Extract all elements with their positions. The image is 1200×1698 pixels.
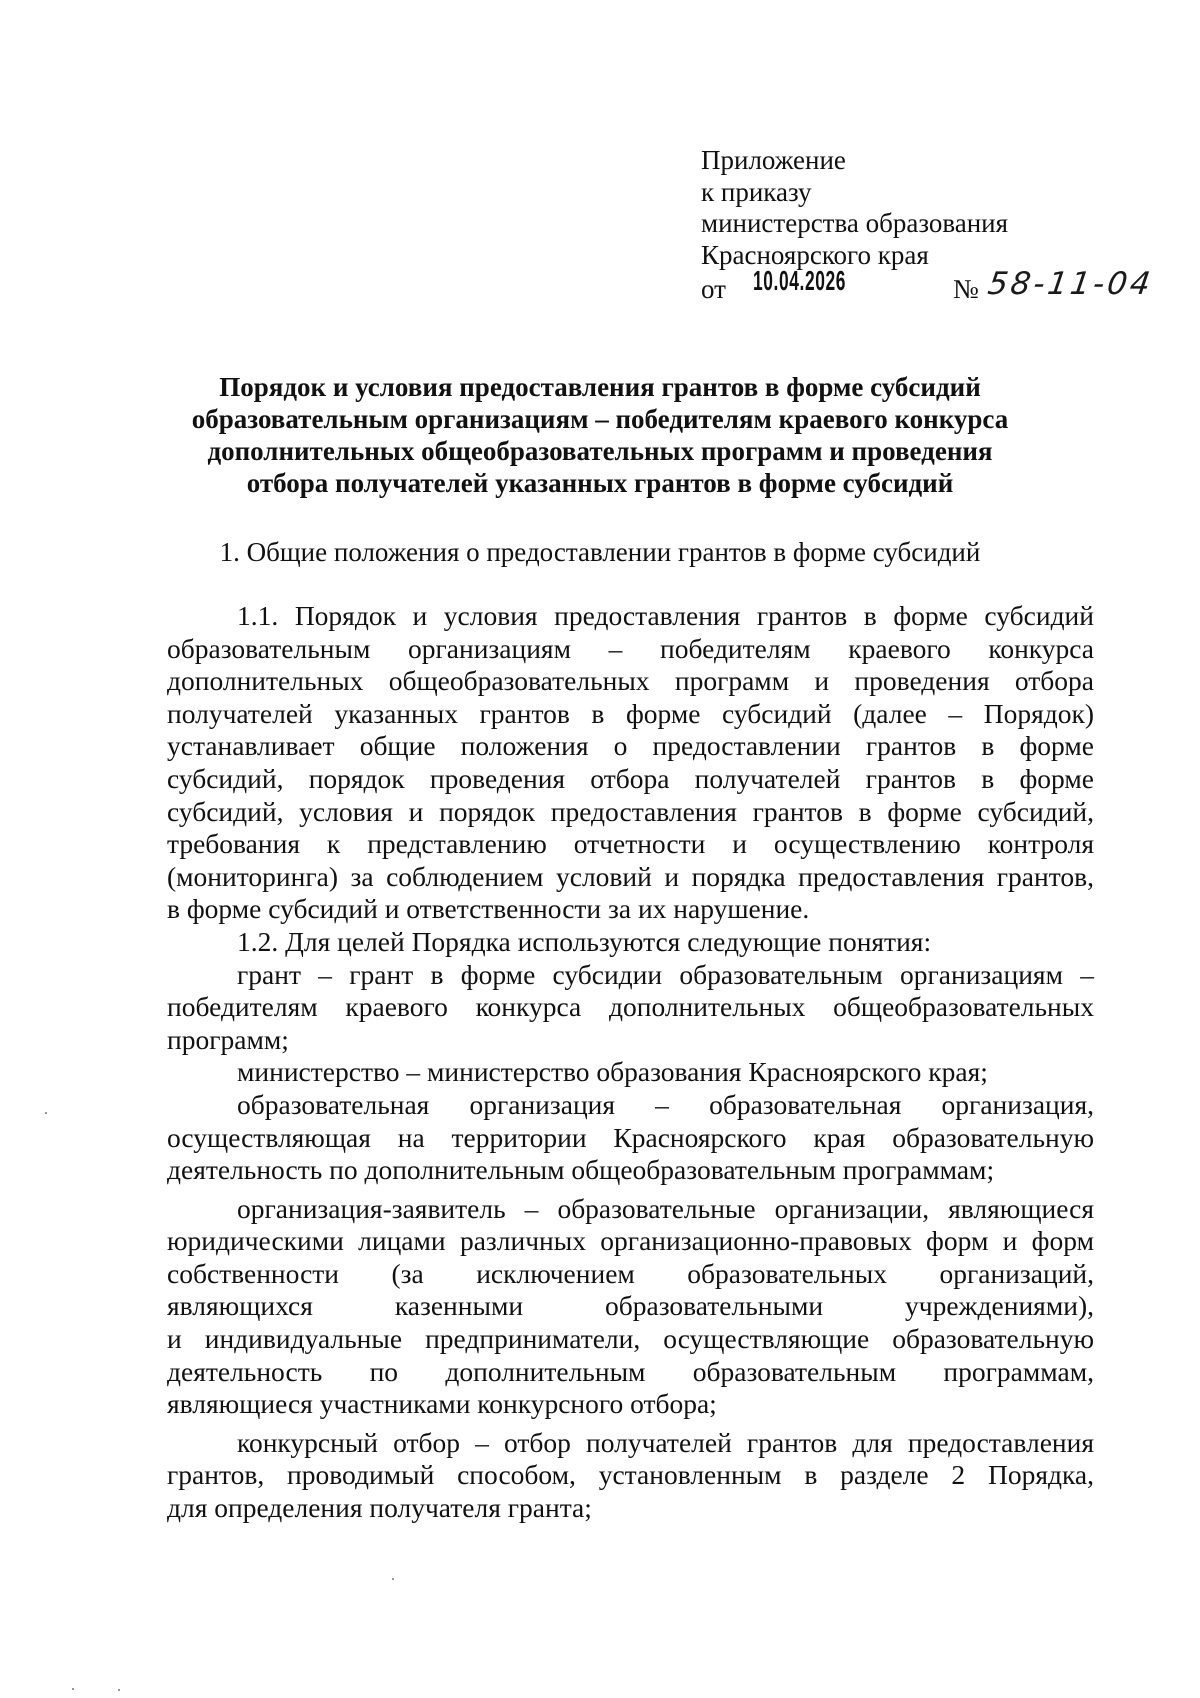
- text-line: образовательная организация – образовательная организация,: [237, 1088, 1094, 1120]
- text-line: для определения получателя гранта;: [167, 1492, 592, 1524]
- date-number-row: [701, 265, 1161, 305]
- text-line: 1.2. Для целей Порядка используются следующие понятия:: [237, 925, 932, 957]
- text-line: собственности (за исключением образовательных организаций,: [167, 1257, 1094, 1289]
- definition-ministry: [167, 1056, 1094, 1089]
- scan-speck: [72, 1688, 74, 1690]
- definition-organization: [167, 1089, 1094, 1187]
- text-line: являющиеся участниками конкурсного отбора;: [167, 1388, 717, 1420]
- text-line: субсидий, порядок проведения отбора получателей грантов в форме: [167, 762, 1094, 794]
- text-line: субсидий, условия и порядок предоставления грантов в форме субсидий,: [167, 795, 1094, 827]
- title-line: образовательным организациям – победителям краевого конкурса: [191, 404, 1009, 434]
- definition-grant: [167, 959, 1094, 1057]
- text-line: министерство – министерство образования Красноярского края;: [237, 1056, 988, 1088]
- text-line: (мониторинга) за соблюдением условий и порядка предоставления грантов,: [167, 860, 1094, 892]
- definition-applicant: [167, 1193, 1094, 1421]
- handwritten-order-number: 58-11-04: [985, 266, 1156, 302]
- text-line: юридическими лицами различных организационно-правовых форм и форм: [167, 1225, 1094, 1257]
- document-body: [167, 600, 1094, 1525]
- annex-line: Приложение: [701, 145, 846, 175]
- annex-line: Красноярского края: [701, 239, 929, 270]
- text-line: грант – грант в форме субсидии образовательным организациям –: [237, 958, 1094, 990]
- text-line: в форме субсидий и ответственности за их нарушение.: [167, 893, 810, 925]
- text-line: грантов, проводимый способом, установленным в разделе 2 Порядка,: [167, 1459, 1094, 1491]
- text-line: устанавливает общие положения о предоставлении грантов в форме: [167, 730, 1094, 762]
- paragraph-1-1: [167, 600, 1094, 926]
- text-line: программ;: [167, 1023, 289, 1055]
- text-line: деятельность по дополнительным образовательным программам,: [167, 1355, 1094, 1387]
- text-line: являющихся казенными образовательными учреждениями),: [167, 1290, 1094, 1322]
- text-line: и индивидуальные предприниматели, осуществляющие образовательную: [167, 1323, 1094, 1355]
- document-title: [140, 371, 1060, 499]
- title-line: Порядок и условия предоставления грантов в форме субсидий: [219, 372, 981, 402]
- text-line: требования к представлению отчетности и осуществлению контроля: [167, 828, 1094, 860]
- scan-speck: [392, 1578, 394, 1580]
- text-line: образовательным организациям – победителям краевого конкурса: [167, 632, 1094, 664]
- text-line: деятельность по дополнительным общеобразовательным программам;: [167, 1154, 995, 1186]
- text-line: организация-заявитель – образовательные организации, являющиеся: [237, 1192, 1094, 1224]
- scan-speck: [118, 1689, 120, 1691]
- title-line: отбора получателей указанных грантов в форме субсидий: [246, 468, 954, 498]
- definition-selection: [167, 1427, 1094, 1525]
- text-line: победителям краевого конкурса дополнительных общеобразовательных: [167, 991, 1094, 1023]
- section-heading: 1. Общие положения о предоставлении грантов в форме субсидий: [219, 537, 981, 567]
- annex-block: [701, 145, 1161, 305]
- stamped-date: 10.04.2026: [753, 265, 847, 296]
- text-line: получателей указанных грантов в форме субсидий (далее – Порядок): [167, 697, 1094, 729]
- title-line: дополнительных общеобразовательных программ и проведения: [207, 436, 993, 466]
- text-line: дополнительных общеобразовательных программ и проведения отбора: [167, 665, 1094, 697]
- text-line: осуществляющая на территории Красноярского края образовательную: [167, 1121, 1094, 1153]
- paragraph-1-2: [167, 926, 1094, 959]
- annex-line: к приказу: [701, 176, 812, 207]
- annex-line: министерства образования: [701, 208, 1009, 238]
- text-line: конкурсный отбор – отбор получателей грантов для предоставления: [237, 1426, 1094, 1458]
- date-prefix: от: [701, 274, 726, 304]
- text-line: 1.1. Порядок и условия предоставления грантов в форме субсидий: [237, 600, 1094, 631]
- scan-speck: [45, 1112, 47, 1114]
- number-label: №: [953, 274, 979, 304]
